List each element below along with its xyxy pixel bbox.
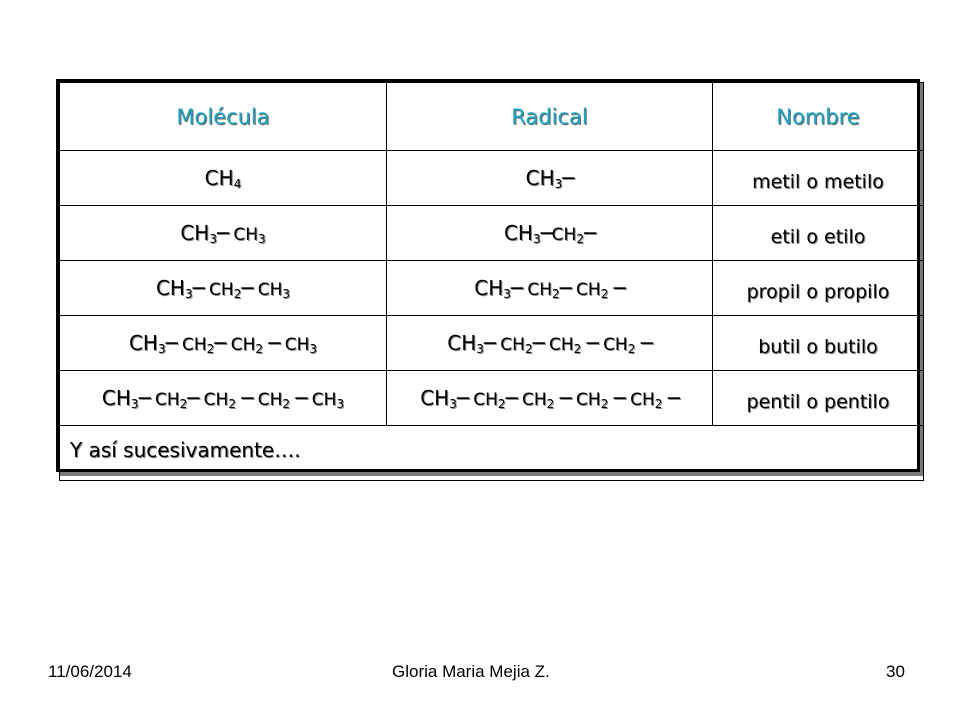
bond-dash: ─ bbox=[483, 330, 501, 355]
radical-cell bbox=[387, 151, 713, 206]
formula-subscript: 2 bbox=[228, 396, 236, 411]
formula-group: $CH_2$ bbox=[257, 389, 291, 411]
formula-subscript: 3 bbox=[503, 286, 511, 301]
bond-dash: ─ bbox=[583, 220, 596, 245]
radical-cell bbox=[387, 261, 713, 316]
radical-formula bbox=[526, 166, 574, 190]
bond-dash: ─ bbox=[138, 385, 155, 410]
formula-subscript: 2 bbox=[179, 396, 188, 411]
formula-group: $CH_3$ bbox=[420, 385, 457, 411]
formula-subscript: 3 bbox=[336, 396, 345, 411]
formula-subscript: 3 bbox=[209, 231, 217, 246]
radicals-table bbox=[59, 82, 924, 481]
formula-subscript: 3 bbox=[282, 286, 291, 301]
radical-cell bbox=[387, 316, 713, 371]
bond-dash: ─ bbox=[214, 330, 231, 355]
bond-dash: ─ bbox=[241, 275, 258, 300]
formula-group: $CH_4$ bbox=[204, 165, 242, 191]
formula-group: $CH_3$ bbox=[128, 330, 166, 356]
formula-subscript: 3 bbox=[309, 341, 318, 356]
formula-group: $CH_3$ bbox=[101, 385, 139, 411]
formula-subscript: 2 bbox=[573, 341, 582, 356]
formula-group: $CH_3$ bbox=[525, 165, 563, 191]
formula-subscript: 4 bbox=[233, 176, 242, 191]
formula-subscript: 2 bbox=[524, 341, 533, 356]
footnote-text: Y así sucesivamente…. bbox=[60, 426, 924, 481]
molecule-cell bbox=[60, 261, 387, 316]
header-molecule: Molécula bbox=[60, 83, 387, 151]
bond-dash: ─ bbox=[608, 385, 631, 410]
molecule-formula bbox=[102, 386, 344, 410]
formula-group: $CH_3$ bbox=[311, 389, 345, 411]
table-row bbox=[60, 261, 924, 316]
radical-formula bbox=[447, 331, 652, 355]
formula-subscript: 2 bbox=[551, 286, 560, 301]
formula-subscript: 3 bbox=[184, 286, 193, 301]
bond-dash: ─ bbox=[608, 275, 625, 300]
formula-group: $CH_2$ bbox=[551, 224, 584, 246]
formula-group: $CH_2$ bbox=[500, 334, 533, 356]
bond-dash: ─ bbox=[554, 385, 577, 410]
formula-subscript: 3 bbox=[449, 396, 457, 411]
formula-subscript: 3 bbox=[554, 176, 563, 191]
formula-group: $CH_3$ bbox=[284, 334, 318, 356]
formula-group: $CH_2$ bbox=[549, 334, 582, 356]
bond-dash: ─ bbox=[540, 220, 552, 245]
radical-cell bbox=[387, 206, 713, 261]
formula-group: $CH_3$ bbox=[180, 220, 217, 246]
radical-formula bbox=[474, 276, 624, 300]
formula-subscript: 3 bbox=[130, 396, 139, 411]
bond-dash: ─ bbox=[235, 385, 258, 410]
formula-group: $CH_2$ bbox=[521, 389, 555, 411]
bond-dash: ─ bbox=[581, 330, 604, 355]
slide-author: Gloria Maria Mejia Z. bbox=[392, 662, 550, 681]
molecule-cell bbox=[60, 371, 387, 426]
formula-subscript: 2 bbox=[546, 396, 555, 411]
bond-dash: ─ bbox=[532, 330, 549, 355]
formula-group: $CH_2$ bbox=[182, 334, 215, 356]
formula-subscript: 2 bbox=[206, 341, 215, 356]
formula-subscript: 2 bbox=[600, 286, 609, 301]
formula-group: $CH_2$ bbox=[209, 279, 242, 301]
formula-group: $CH_2$ bbox=[527, 279, 560, 301]
molecule-formula bbox=[180, 221, 265, 245]
formula-group: $CH_2$ bbox=[473, 389, 506, 411]
molecule-cell bbox=[60, 316, 387, 371]
molecule-formula bbox=[129, 331, 317, 355]
bond-dash: ─ bbox=[456, 385, 474, 410]
formula-subscript: 3 bbox=[476, 341, 484, 356]
table-row bbox=[60, 371, 924, 426]
bond-dash: ─ bbox=[662, 385, 679, 410]
formula-group: $CH_2$ bbox=[576, 279, 609, 301]
bond-dash: ─ bbox=[165, 330, 182, 355]
slide-date: 11/06/2014 bbox=[48, 662, 132, 681]
formula-group: $CH_3$ bbox=[474, 275, 511, 301]
table-row bbox=[60, 151, 924, 206]
formula-subscript: 3 bbox=[157, 341, 166, 356]
radical-cell bbox=[387, 371, 713, 426]
formula-subscript: 2 bbox=[654, 396, 663, 411]
formula-subscript: 2 bbox=[600, 396, 609, 411]
radical-name: butil o butilo bbox=[713, 316, 924, 371]
molecule-formula bbox=[156, 276, 290, 300]
formula-subscript: 2 bbox=[576, 231, 584, 246]
formula-subscript: 3 bbox=[532, 231, 541, 246]
table-row bbox=[60, 316, 924, 371]
formula-group: $CH_2$ bbox=[203, 389, 236, 411]
formula-group: $CH_3$ bbox=[257, 279, 291, 301]
formula-group: $CH_2$ bbox=[230, 334, 263, 356]
bond-dash: ─ bbox=[559, 275, 577, 300]
formula-subscript: 3 bbox=[258, 231, 266, 246]
footnote-row bbox=[60, 426, 924, 481]
molecule-cell bbox=[60, 151, 387, 206]
formula-group: $CH_3$ bbox=[233, 224, 266, 246]
table-row bbox=[60, 206, 924, 261]
formula-subscript: 2 bbox=[233, 286, 242, 301]
formula-group: $CH_2$ bbox=[576, 389, 609, 411]
molecule-cell bbox=[60, 206, 387, 261]
formula-group: $CH_3$ bbox=[155, 275, 193, 301]
header-radical: Radical bbox=[387, 83, 713, 151]
bond-dash: ─ bbox=[290, 385, 312, 410]
bond-dash: ─ bbox=[510, 275, 528, 300]
formula-subscript: 2 bbox=[627, 341, 636, 356]
header-name: Nombre bbox=[713, 83, 924, 151]
radical-name: pentil o pentilo bbox=[713, 371, 924, 426]
slide-page-number: 30 bbox=[886, 662, 905, 681]
formula-subscript: 2 bbox=[255, 341, 263, 356]
alkyl-radicals-table bbox=[56, 79, 920, 472]
molecule-formula bbox=[205, 166, 242, 190]
formula-group: $CH_2$ bbox=[603, 334, 636, 356]
bond-dash: ─ bbox=[505, 385, 522, 410]
radical-formula bbox=[504, 221, 595, 245]
formula-group: $CH_2$ bbox=[630, 389, 663, 411]
bond-dash: ─ bbox=[635, 330, 652, 355]
bond-dash: ─ bbox=[192, 275, 210, 300]
radical-formula bbox=[420, 386, 679, 410]
formula-group: $CH_3$ bbox=[447, 330, 484, 356]
radical-name: etil o etilo bbox=[713, 206, 924, 261]
radical-name: metil o metilo bbox=[713, 151, 924, 206]
bond-dash: ─ bbox=[216, 220, 234, 245]
formula-subscript: 2 bbox=[497, 396, 506, 411]
formula-group: $CH_2$ bbox=[154, 389, 188, 411]
bond-dash: ─ bbox=[263, 330, 285, 355]
radical-name: propil o propilo bbox=[713, 261, 924, 316]
header-row bbox=[60, 83, 924, 151]
bond-dash: ─ bbox=[562, 165, 574, 190]
formula-subscript: 2 bbox=[282, 396, 291, 411]
formula-group: $CH_3$ bbox=[503, 220, 541, 246]
bond-dash: ─ bbox=[187, 385, 204, 410]
